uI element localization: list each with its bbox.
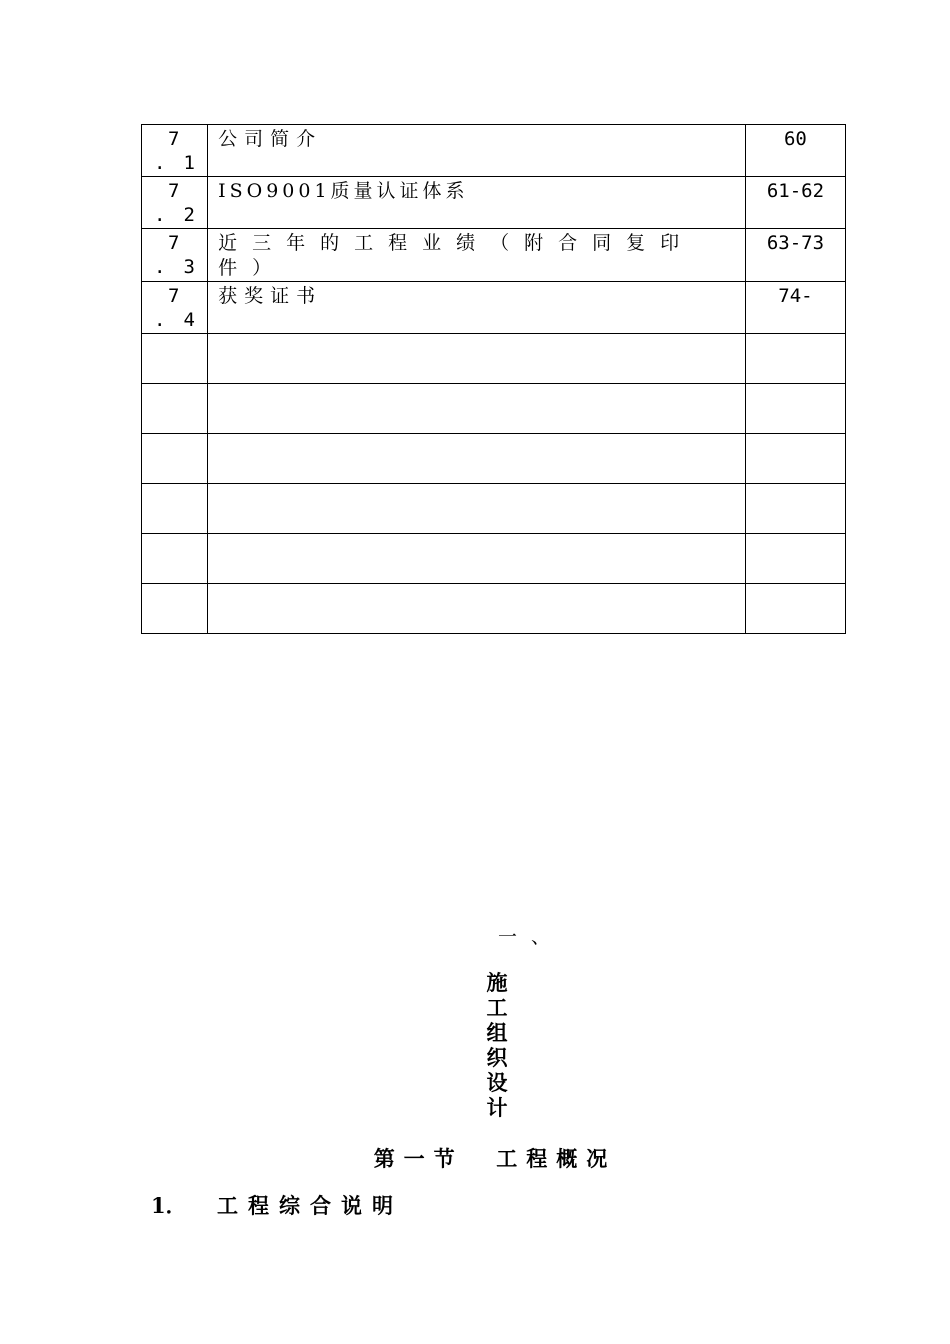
subsection-title: 工程综合说明 [217,1193,403,1218]
toc-number-major: 7 [168,232,180,254]
toc-page: 74- [745,282,845,334]
toc-number-cell [142,584,208,634]
chapter-title-char: 计 [486,1095,508,1120]
toc-number-cell [142,177,213,229]
toc-number-cell [142,484,208,534]
table-row [142,125,846,177]
toc-page: 60 [745,125,845,177]
table-row [142,334,846,384]
chapter-title-char: 工 [486,995,508,1020]
toc-page: 61-62 [745,177,845,229]
toc-title [208,434,746,484]
toc-title [208,484,746,534]
toc-title: 获奖证书 [208,282,746,334]
toc-title [208,584,746,634]
toc-page: 63-73 [745,229,845,282]
chapter-number: 一、 [498,926,565,948]
toc-number-cell [142,282,213,334]
toc-title: 近三年的工程业绩（附合同复印件） [208,229,746,282]
table-row [142,534,846,584]
toc-number-cell [142,434,208,484]
toc-number-major: 7 [168,128,180,150]
table-row [142,434,846,484]
table-row [142,229,846,282]
toc-number-cell [142,334,208,384]
toc-body [142,125,846,634]
table-row [142,584,846,634]
chapter-title-char: 设 [486,1070,508,1095]
toc-number-minor: .4 [154,309,213,331]
subsection-number: 1． [151,1193,187,1218]
toc-page [745,334,845,384]
toc-number-cell [142,229,213,282]
table-row [142,384,846,434]
toc-page [745,434,845,484]
toc-number-major: 7 [168,285,180,307]
table-row [142,282,846,334]
toc-page [745,484,845,534]
chapter-title [485,970,509,1120]
chapter-title-char: 组 [486,1020,508,1045]
chapter-title-char: 施 [486,970,508,995]
toc-title [208,534,746,584]
toc-number-major: 7 [168,180,180,202]
toc-title [208,334,746,384]
toc-page [745,584,845,634]
chapter-title-char: 织 [486,1045,508,1070]
toc-title: 公司简介 [208,125,746,177]
toc-number-cell [142,384,208,434]
toc-page [745,384,845,434]
toc-number-cell [142,534,208,584]
toc-number-minor: .2 [154,204,213,226]
toc-number-minor: .1 [154,152,213,174]
toc-table [141,124,846,634]
toc-number-minor: .3 [154,256,213,278]
table-row [142,177,846,229]
section-title: 第一节 工程概况 [373,1146,617,1171]
table-row [142,484,846,534]
toc-title [208,384,746,434]
toc-page [745,534,845,584]
toc-title: ISO9001质量认证体系 [208,177,746,229]
toc-number-cell [142,125,213,177]
